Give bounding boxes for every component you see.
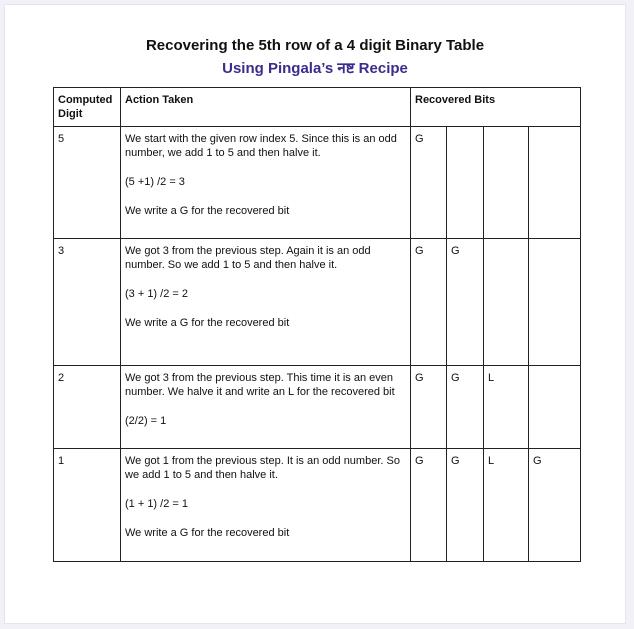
bit-cell: G <box>447 239 484 366</box>
table-row <box>54 239 581 366</box>
header-recovered-bits: Recovered Bits <box>411 88 581 127</box>
bit-cell <box>484 239 529 366</box>
bit-cell <box>529 366 581 449</box>
action-text: We got 3 from the previous step. This time it is an even number. We halve it and write an L for the recovered bit <box>125 372 395 398</box>
computed-digit-cell: 1 <box>54 449 121 562</box>
action-formula: (2/2) = 1 <box>125 415 167 427</box>
action-text: We write a G for the recovered bit <box>125 317 290 329</box>
bit-cell <box>447 127 484 239</box>
binary-recovery-table <box>53 87 581 562</box>
page-title: Recovering the 5th row of a 4 digit Binary Table <box>145 37 485 54</box>
table-row <box>54 366 581 449</box>
bit-cell <box>484 127 529 239</box>
bit-cell <box>529 127 581 239</box>
action-cell <box>121 239 411 366</box>
computed-digit-cell: 5 <box>54 127 121 239</box>
action-formula: (5 +1) /2 = 3 <box>125 176 185 188</box>
action-formula: (1 + 1) /2 = 1 <box>125 498 188 510</box>
bit-cell: L <box>484 449 529 562</box>
bit-cell: G <box>411 366 447 449</box>
action-text: We write a G for the recovered bit <box>125 205 290 217</box>
document-page <box>4 4 626 624</box>
computed-digit-cell: 2 <box>54 366 121 449</box>
bit-cell: G <box>411 239 447 366</box>
bit-cell: G <box>411 449 447 562</box>
bit-cell: G <box>447 366 484 449</box>
bit-cell: G <box>447 449 484 562</box>
bit-cell: G <box>529 449 581 562</box>
table-row <box>54 449 581 562</box>
table-row <box>54 127 581 239</box>
action-text: We start with the given row index 5. Since this is an odd number, we add 1 to 5 and then halve it. <box>125 133 397 159</box>
action-cell <box>121 449 411 562</box>
bit-cell <box>529 239 581 366</box>
bit-cell: L <box>484 366 529 449</box>
action-cell <box>121 127 411 239</box>
action-cell <box>121 366 411 449</box>
action-text: We write a G for the recovered bit <box>125 527 290 539</box>
header-action-taken: Action Taken <box>121 88 411 127</box>
computed-digit-cell: 3 <box>54 239 121 366</box>
action-formula: (3 + 1) /2 = 2 <box>125 288 188 300</box>
bit-cell: G <box>411 127 447 239</box>
action-text: We got 1 from the previous step. It is an odd number. So we add 1 to 5 and then halve it. <box>125 455 400 481</box>
action-text: We got 3 from the previous step. Again it is an odd number. So we add 1 to 5 and then halve it. <box>125 245 371 271</box>
page-subtitle: Using Pingala’s नष्ट Recipe <box>222 60 408 77</box>
table-header-row <box>54 88 581 127</box>
header-computed-digit: Computed Digit <box>54 88 121 127</box>
